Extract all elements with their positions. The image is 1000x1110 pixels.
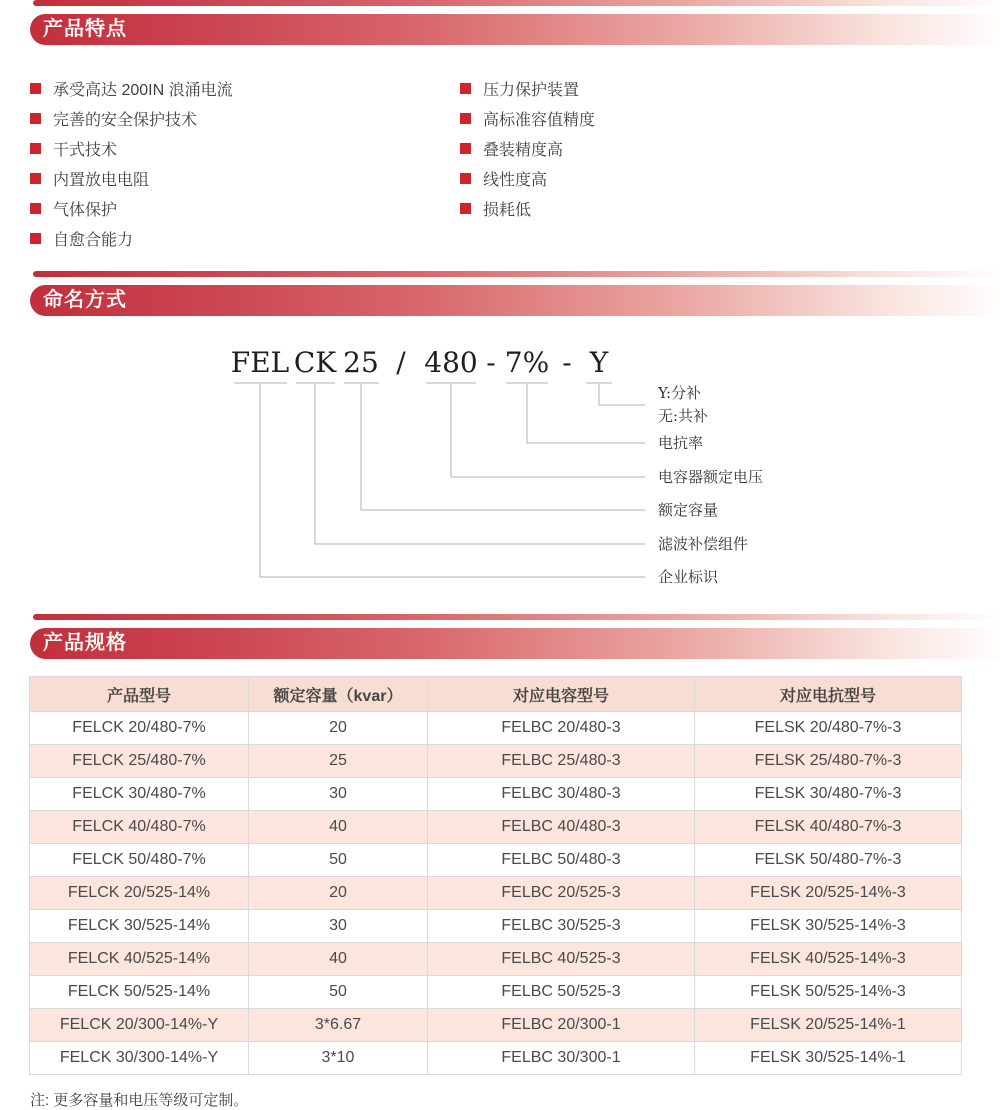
spec-cell: FELBC 20/480-3 (428, 712, 695, 745)
feature-item-label: 内置放电电阻 (53, 171, 150, 189)
formula-segment: 25 (343, 346, 379, 379)
spec-cell: FELCK 20/525-14% (30, 877, 249, 910)
naming-label: 电抗率 (658, 434, 704, 452)
naming-label-line: Y:分补 (658, 384, 702, 402)
banner-accent-strip (33, 0, 1000, 6)
table-row (30, 943, 962, 976)
bullet-square-icon (460, 203, 471, 214)
spec-cell: FELSK 30/525-14%-1 (695, 1042, 962, 1075)
list-item (460, 133, 1000, 163)
naming-section (0, 271, 1000, 602)
spec-cell: 3*6.67 (249, 1009, 428, 1042)
feature-item-label: 承受高达 200IN 浪涌电流 (53, 81, 233, 99)
spec-cell: 30 (249, 910, 428, 943)
spec-cell: FELSK 40/525-14%-3 (695, 943, 962, 976)
formula-segment: Y (589, 346, 609, 379)
formula-segment: 7% (504, 346, 550, 379)
naming-connector-lines (0, 342, 1000, 602)
feature-item-label: 气体保护 (53, 201, 118, 219)
formula-segment: - (562, 346, 572, 379)
bullet-square-icon (460, 173, 471, 184)
table-header-row (30, 677, 962, 712)
feature-item-label: 压力保护装置 (483, 81, 580, 99)
table-row (30, 910, 962, 943)
table-note: 注: 更多容量和电压等级可定制。 (30, 1092, 249, 1109)
spec-cell: 40 (249, 811, 428, 844)
list-item (460, 163, 1000, 193)
bullet-square-icon (30, 143, 41, 154)
bullet-square-icon (30, 203, 41, 214)
spec-cell: 50 (249, 844, 428, 877)
spec-cell: FELCK 30/480-7% (30, 778, 249, 811)
feature-item-label: 干式技术 (53, 141, 118, 159)
spec-cell: 20 (249, 712, 428, 745)
naming-label-suffix (658, 382, 708, 428)
table-row (30, 844, 962, 877)
spec-cell: FELSK 40/480-7%-3 (695, 811, 962, 844)
bullet-square-icon (30, 83, 41, 94)
formula-segment: - (486, 346, 496, 379)
spec-cell: FELCK 40/480-7% (30, 811, 249, 844)
spec-cell: FELSK 20/480-7%-3 (695, 712, 962, 745)
spec-cell: FELBC 30/300-1 (428, 1042, 695, 1075)
list-item (30, 133, 460, 163)
spec-cell: FELCK 50/480-7% (30, 844, 249, 877)
banner-accent-strip (33, 271, 1000, 277)
spec-cell: 20 (249, 877, 428, 910)
bullet-square-icon (460, 83, 471, 94)
spec-cell: FELSK 50/480-7%-3 (695, 844, 962, 877)
spec-cell: FELSK 20/525-14%-3 (695, 877, 962, 910)
features-section (0, 0, 1000, 253)
specs-section (0, 614, 1000, 1110)
formula-segment: CK (293, 346, 337, 379)
spec-cell: FELCK 30/525-14% (30, 910, 249, 943)
spec-cell: FELSK 30/525-14%-3 (695, 910, 962, 943)
spec-cell: FELSK 30/480-7%-3 (695, 778, 962, 811)
table-row (30, 877, 962, 910)
formula-segment: FEL (230, 346, 290, 379)
spec-cell: FELBC 40/480-3 (428, 811, 695, 844)
feature-item-label: 完善的安全保护技术 (53, 111, 198, 129)
naming-label: 滤波补偿组件 (658, 535, 749, 553)
spec-cell: FELBC 50/525-3 (428, 976, 695, 1009)
spec-cell: FELCK 30/300-14%-Y (30, 1042, 249, 1075)
naming-label: 企业标识 (658, 568, 719, 586)
formula-segment: 480 (424, 346, 478, 379)
feature-item-label: 线性度高 (483, 171, 548, 189)
spec-col-header: 对应电抗型号 (695, 677, 962, 712)
specs-table (29, 676, 962, 1075)
spec-cell: FELBC 20/525-3 (428, 877, 695, 910)
naming-label: 电容器额定电压 (658, 468, 764, 486)
list-item (30, 73, 460, 103)
spec-cell: FELCK 20/480-7% (30, 712, 249, 745)
naming-label: 额定容量 (658, 501, 719, 519)
bullet-square-icon (460, 143, 471, 154)
banner-accent-strip (33, 614, 1000, 620)
spec-col-header: 产品型号 (30, 677, 249, 712)
spec-cell: FELCK 25/480-7% (30, 745, 249, 778)
features-list (0, 73, 1000, 253)
spec-cell: 3*10 (249, 1042, 428, 1075)
spec-cell: FELBC 40/525-3 (428, 943, 695, 976)
feature-item-label: 叠装精度高 (483, 141, 564, 159)
naming-banner (0, 271, 1000, 318)
table-row (30, 712, 962, 745)
table-row (30, 778, 962, 811)
feature-item-label: 自愈合能力 (53, 231, 134, 249)
spec-cell: FELBC 50/480-3 (428, 844, 695, 877)
table-row (30, 1009, 962, 1042)
spec-cell: 30 (249, 778, 428, 811)
feature-item-label: 高标准容值精度 (483, 111, 596, 129)
bullet-square-icon (30, 233, 41, 244)
features-left-column (30, 73, 460, 253)
section-title-naming: 命名方式 (30, 285, 1000, 316)
specs-banner (0, 614, 1000, 661)
spec-col-header: 对应电容型号 (428, 677, 695, 712)
spec-cell: FELCK 40/525-14% (30, 943, 249, 976)
spec-col-header: 额定容量（kvar） (249, 677, 428, 712)
spec-cell: FELBC 25/480-3 (428, 745, 695, 778)
list-item (30, 223, 460, 253)
table-row (30, 1042, 962, 1075)
list-item (460, 103, 1000, 133)
list-item (30, 193, 460, 223)
feature-item-label: 损耗低 (483, 201, 532, 219)
spec-cell: 50 (249, 976, 428, 1009)
section-title-features: 产品特点 (30, 14, 1000, 45)
bullet-square-icon (30, 173, 41, 184)
list-item (460, 73, 1000, 103)
spec-cell: FELBC 30/480-3 (428, 778, 695, 811)
spec-cell: FELSK 50/525-14%-3 (695, 976, 962, 1009)
spec-cell: FELSK 25/480-7%-3 (695, 745, 962, 778)
spec-cell: FELSK 20/525-14%-1 (695, 1009, 962, 1042)
table-row (30, 745, 962, 778)
table-row (30, 811, 962, 844)
spec-cell: FELCK 50/525-14% (30, 976, 249, 1009)
spec-cell: 40 (249, 943, 428, 976)
spec-cell: FELBC 30/525-3 (428, 910, 695, 943)
list-item (460, 193, 1000, 223)
list-item (30, 103, 460, 133)
features-banner (0, 0, 1000, 47)
section-title-specs: 产品规格 (30, 628, 1000, 659)
table-row (30, 976, 962, 1009)
bullet-square-icon (30, 113, 41, 124)
naming-label-line: 无:共补 (658, 407, 709, 425)
formula-segment: / (396, 346, 406, 379)
spec-cell: FELCK 20/300-14%-Y (30, 1009, 249, 1042)
features-right-column (460, 73, 1000, 253)
naming-diagram (0, 342, 1000, 602)
spec-cell: 25 (249, 745, 428, 778)
spec-cell: FELBC 20/300-1 (428, 1009, 695, 1042)
bullet-square-icon (460, 113, 471, 124)
list-item (30, 163, 460, 193)
